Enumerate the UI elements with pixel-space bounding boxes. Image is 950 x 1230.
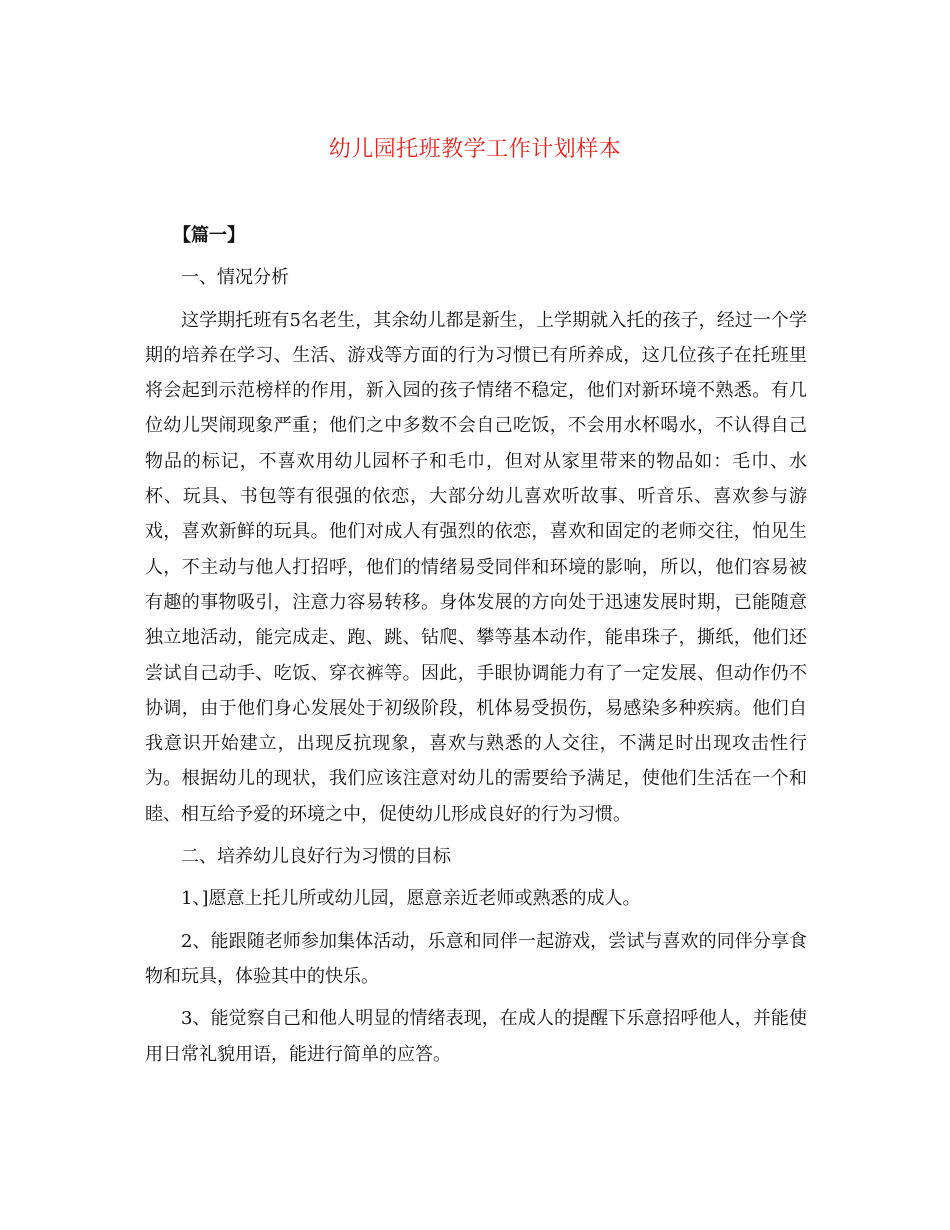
heading-behavior-goals: 二、培养幼儿良好行为习惯的目标	[181, 846, 451, 868]
heading-situation-analysis: 一、情况分析	[181, 267, 289, 289]
goal-item-3: 3、能觉察自己和他人明显的情绪表现，在成人的提醒下乐意招呼他人，并能使用日常礼貌用语，能进行简单的应答。	[145, 1008, 807, 1065]
document-title: 幼儿园托班教学工作计划样本	[328, 137, 622, 162]
section-label: 【篇一】	[173, 225, 245, 246]
goal-item-2: 2、能跟随老师参加集体活动，乐意和同伴一起游戏，尝试与喜欢的同伴分享食物和玩具，体验其中的快乐。	[145, 930, 807, 987]
document-body	[145, 218, 807, 1072]
paragraph-situation-analysis: 这学期托班有5名老生，其余幼儿都是新生，上学期就入托的孩子，经过一个学期的培养在学习、生活、游戏等方面的行为习惯已有所养成，这几位孩子在托班里将会起到示范榜样的作用，新入园的孩子情绪不稳定，他们对新环境不熟悉。有几位幼儿哭闹现象严重；他们之中多数不会自己吃饭，不会用水杯喝水，不认得自己物品的标记，不喜欢用幼儿园杯子和毛巾，但对从家里带来的物品如：毛巾、水杯、玩具、书包等有很强的依恋，大部分幼儿喜欢听故事、听音乐、喜欢参与游戏，喜欢新鲜的玩具。他们对成人有强烈的依恋，喜欢和固定的老师交往，怕见生人，不主动与他人打招呼，他们的情绪易受同伴和环境的影响，所以，他们容易被有趣的事物吸引，注意力容易转移。身体发展的方向处于迅速发展时期，已能随意独立地活动，能完成走、跑、跳、钻爬、攀等基本动作，能串珠子，撕纸，他们还尝试自己动手、吃饭、穿衣裤等。因此，手眼协调能力有了一定发展、但动作仍不协调，由于他们身心发展处于初级阶段，机体易受损伤，易感染多种疾病。他们自我意识开始建立，出现反抗现象，喜欢与熟悉的人交往，不满足时出现攻击性行为。根据幼儿的现状，我们应该注意对幼儿的需要给予满足，使他们生活在一个和睦、相互给予爱的环境之中，促使幼儿形成良好的行为习惯。	[145, 309, 807, 825]
goal-item-1: 1、]愿意上托儿所或幼儿园，愿意亲近老师或熟悉的成人。	[181, 888, 641, 910]
